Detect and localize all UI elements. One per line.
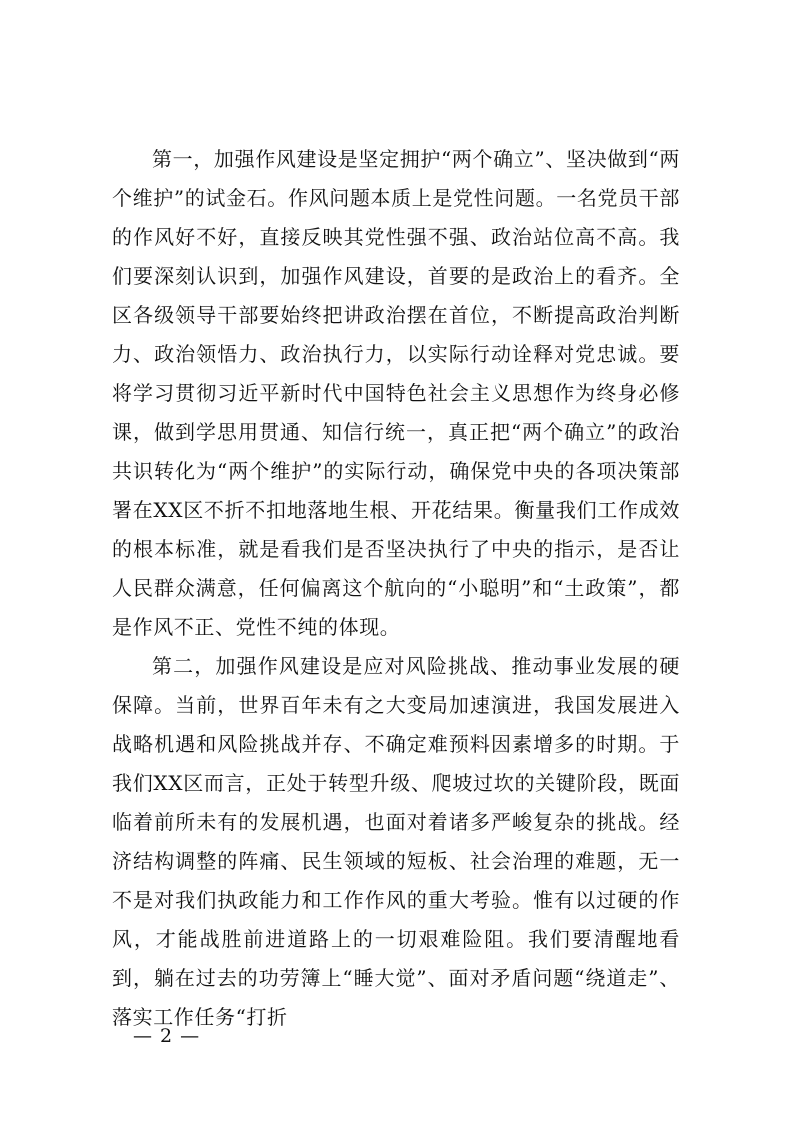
paragraph-1: 第一，加强作风建设是坚定拥护“两个确立”、坚决做到“两个维护”的试金石。作风问题本质上是党性问题。一名党员干部的作风好不好，直接反映其党性强不强、政治站位高不高。我们要深刻认识到，加强作风建设，首要的是政治上的看齐。全区各级领导干部要始终把讲政治摆在首位，不断提高政治判断力、政治领悟力、政治执行力，以实际行动诠释对党忠诚。要将学习贯彻习近平新时代中国特色社会主义思想作为终身必修课，做到学思用贯通、知信行统一，真正把“两个确立”的政治共识转化为“两个维护”的实际行动，确保党中央的各项决策部署在XX区不折不扣地落地生根、开花结果。衡量我们工作成效的根本标准，就是看我们是否坚决执行了中央的指示，是否让人民群众满意，任何偏离这个航向的“小聪明”和“土政策”，都是作风不正、党性不纯的体现。	[112, 147, 680, 639]
page-number: — 2 —	[133, 1025, 201, 1047]
paragraph-2: 第二，加强作风建设是应对风险挑战、推动事业发展的硬保障。当前，世界百年未有之大变局加速演进，我国发展进入战略机遇和风险挑战并存、不确定难预料因素增多的时期。于我们XX区而言，正处于转型升级、爬坡过坎的关键阶段，既面临着前所未有的发展机遇，也面对着诸多严峻复杂的挑战。经济结构调整的阵痛、民生领域的短板、社会治理的难题，无一不是对我们执政能力和工作作风的重大考验。惟有以过硬的作风，才能战胜前进道路上的一切艰难险阻。我们要清醒地看到，躺在过去的功劳簿上“睡大觉”、面对矛盾问题“绕道走”、落实工作任务“打折	[112, 654, 680, 1029]
body-text	[112, 140, 680, 1037]
